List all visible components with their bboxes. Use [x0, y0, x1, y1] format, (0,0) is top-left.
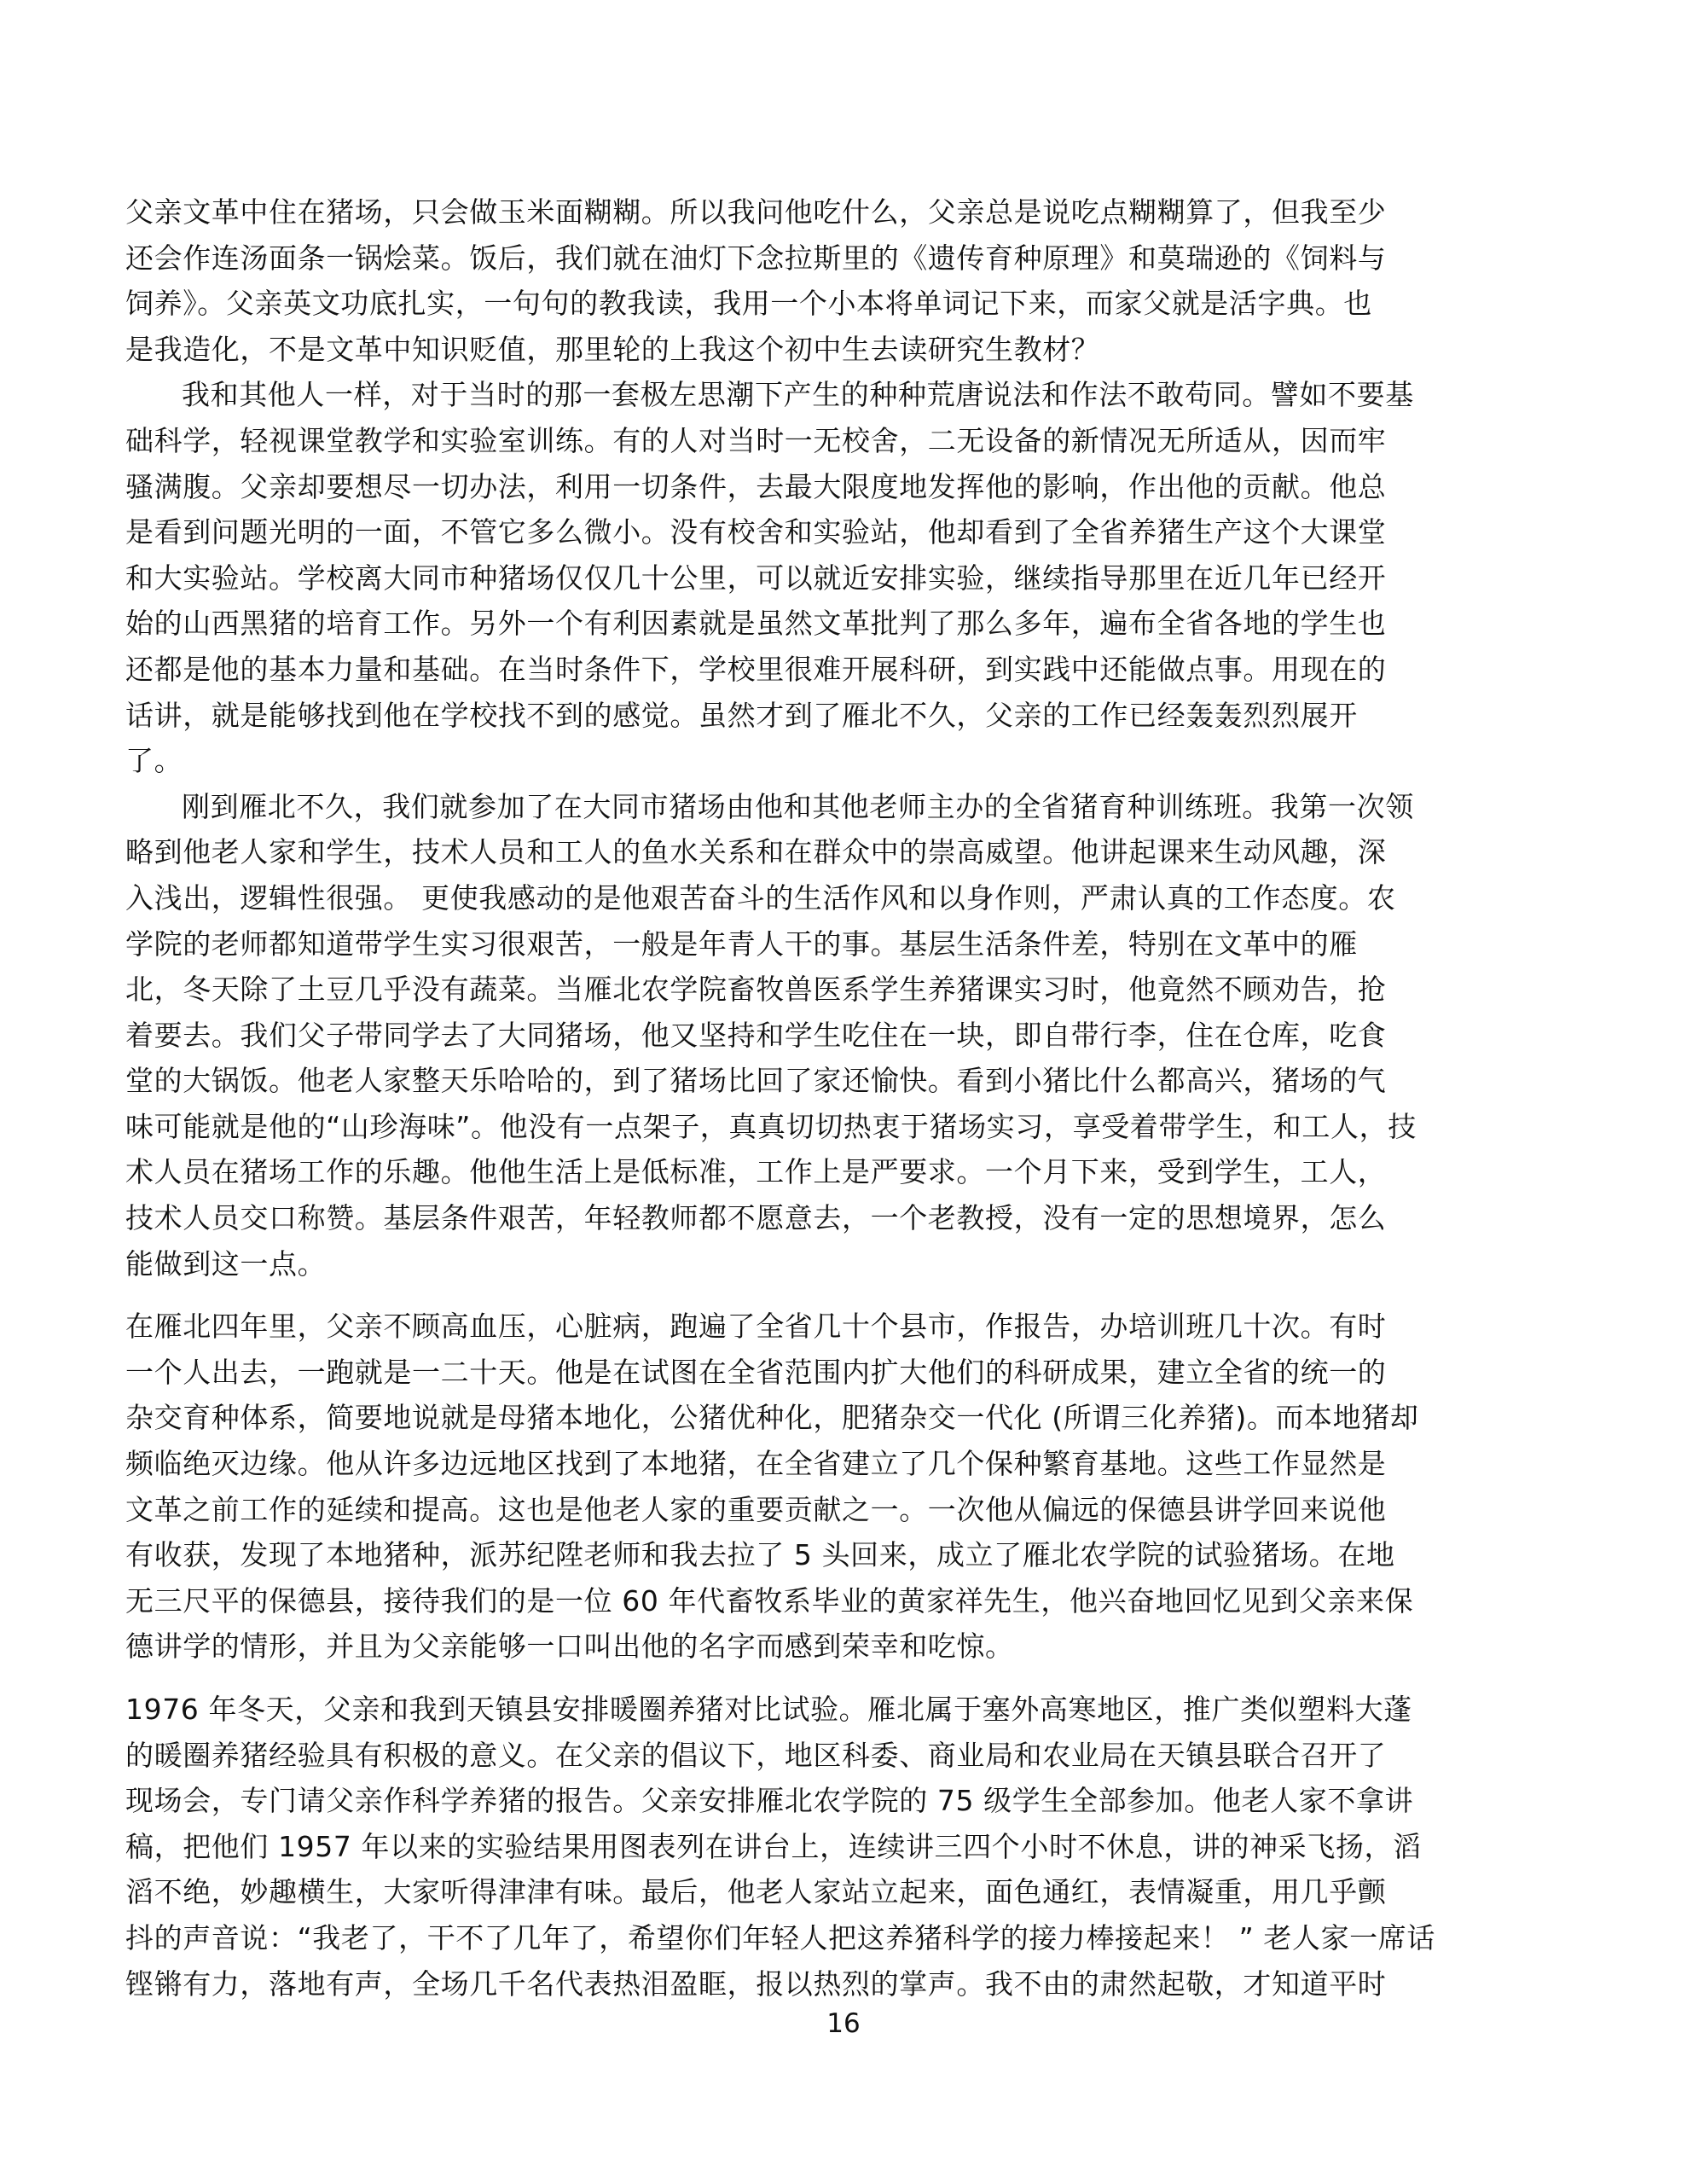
text-line: 频临绝灭边缘。他从许多边远地区找到了本地猪，在全省建立了几个保种繁育基地。这些工作显然是	[125, 1447, 1387, 1481]
document-body	[125, 189, 1490, 2007]
paragraph-gap	[125, 1670, 1490, 1687]
text-line: 还会作连汤面条一锅烩菜。饭后，我们就在油灯下念拉斯里的《遗传育种原理》和莫瑞逊的《饲料与	[125, 241, 1387, 275]
text-line: 北，冬天除了土豆几乎没有蔬菜。当雁北农学院畜牧兽医系学生养猪课实习时，他竟然不顾劝告，抢	[125, 973, 1387, 1007]
text-line: 是看到问题光明的一面，不管它多么微小。没有校舍和实验站，他却看到了全省养猪生产这个大课堂	[125, 515, 1387, 549]
text-line: 现场会，专门请父亲作科学养猪的报告。父亲安排雁北农学院的 75 级学生全部参加。他老人家不拿讲	[125, 1784, 1414, 1818]
text-line: 滔不绝，妙趣横生，大家听得津津有味。最后，他老人家站立起来，面色通红，表情凝重，用几乎颤	[125, 1875, 1387, 1909]
text-line: 着要去。我们父子带同学去了大同猪场，他又坚持和学生吃住在一块，即自带行李，住在仓库，吃食	[125, 1018, 1387, 1052]
text-line: 础科学，轻视课堂教学和实验室训练。有的人对当时一无校舍，二无设备的新情况无所适从，因而牢	[125, 423, 1387, 457]
text-line: 杂交育种体系，简要地说就是母猪本地化，公猪优种化，肥猪杂交一代化 (所谓三化养猪)。而本地猪却	[125, 1401, 1419, 1435]
text-line: 饲养》。父亲英文功底扎实，一句句的教我读，我用一个小本将单词记下来，而家父就是活字典。也	[125, 287, 1372, 321]
text-line: 骚满腹。父亲却要想尽一切办法，利用一切条件，去最大限度地发挥他的影响，作出他的贡献。他总	[125, 469, 1387, 503]
text-line: 技术人员交口称赞。基层条件艰苦，年轻教师都不愿意去，一个老教授，没有一定的思想境界，怎么	[125, 1201, 1387, 1235]
paragraph-4	[125, 1304, 1490, 1670]
text-line: 一个人出去，一跑就是一二十天。他是在试图在全省范围内扩大他们的科研成果，建立全省的统一的	[125, 1355, 1387, 1389]
text-line: 还都是他的基本力量和基础。在当时条件下，学校里很难开展科研，到实践中还能做点事。用现在的	[125, 652, 1387, 686]
text-line: 和大实验站。学校离大同市种猪场仅仅几十公里，可以就近安排实验，继续指导那里在近几年已经开	[125, 561, 1387, 595]
text-line: 1976 年冬天，父亲和我到天镇县安排暖圈养猪对比试验。雁北属于塞外高寒地区，推广类似塑料大蓬	[125, 1693, 1412, 1726]
text-line: 有收获，发现了本地猪种，派苏纪陞老师和我去拉了 5 头回来，成立了雁北农学院的试验猪场。在地	[125, 1538, 1395, 1572]
text-line: 无三尺平的保德县，接待我们的是一位 60 年代畜牧系毕业的黄家祥先生，他兴奋地回忆见到父亲来保	[125, 1583, 1414, 1618]
text-line: 了。	[125, 744, 183, 778]
text-line: 入浅出，逻辑性很强。 更使我感动的是他艰苦奋斗的生活作风和以身作则，严肃认真的工作态度。农	[125, 880, 1396, 915]
paragraph-1	[125, 189, 1490, 372]
text-line: 略到他老人家和学生，技术人员和工人的鱼水关系和在群众中的崇高威望。他讲起课来生动风趣，深	[125, 835, 1387, 869]
text-line: 味可能就是他的“山珍海味”。他没有一点架子，真真切切热衷于猪场实习，享受着带学生，和工人，技	[125, 1109, 1417, 1143]
text-line: 在雁北四年里，父亲不顾高血压，心脏病，跑遍了全省几十个县市，作报告，办培训班几十次。有时	[125, 1310, 1387, 1344]
text-line: 铿锵有力，落地有声，全场几千名代表热泪盈眶，报以热烈的掌声。我不由的肃然起敬，才知道平时	[125, 1966, 1387, 2001]
text-line: 话讲，就是能够找到他在学校找不到的感觉。虽然才到了雁北不久，父亲的工作已经轰轰烈烈展开	[125, 698, 1358, 732]
text-line: 始的山西黑猪的培育工作。另外一个有利因素就是虽然文革批判了那么多年，遍布全省各地的学生也	[125, 607, 1387, 641]
text-line: 文革之前工作的延续和提高。这也是他老人家的重要贡献之一。一次他从偏远的保德县讲学回来说他	[125, 1492, 1387, 1526]
text-line: 学院的老师都知道带学生实习很艰苦，一般是年青人干的事。基层生活条件差，特别在文革中的雁	[125, 926, 1358, 961]
paragraph-2	[125, 372, 1490, 783]
text-line: 的暖圈养猪经验具有积极的意义。在父亲的倡议下，地区科委、商业局和农业局在天镇县联合召开了	[125, 1738, 1387, 1772]
text-line: 抖的声音说：“我老了，干不了几年了，希望你们年轻人把这养猪科学的接力棒接起来！ ” 老人家一席话	[125, 1920, 1435, 1955]
text-line: 能做到这一点。	[125, 1246, 327, 1281]
text-line: 稿，把他们 1957 年以来的实验结果用图表列在讲台上，连续讲三四个小时不休息，讲的神采飞扬，滔	[125, 1829, 1422, 1863]
paragraph-5	[125, 1687, 1490, 2007]
text-line: 父亲文革中住在猪场，只会做玉米面糊糊。所以我问他吃什么，父亲总是说吃点糊糊算了，但我至少	[125, 195, 1387, 229]
text-line: 堂的大锅饭。他老人家整天乐哈哈的，到了猪场比回了家还愉快。看到小猪比什么都高兴，猪场的气	[125, 1064, 1387, 1098]
text-line: 刚到雁北不久，我们就参加了在大同市猪场由他和其他老师主办的全省猪育种训练班。我第一次领	[182, 789, 1414, 823]
text-line: 德讲学的情形，并且为父亲能够一口叫出他的名字而感到荣幸和吃惊。	[125, 1629, 1014, 1664]
paragraph-3	[125, 784, 1490, 1287]
text-line: 是我造化，不是文革中知识贬值，那里轮的上我这个初中生去读研究生教材？	[125, 332, 1100, 366]
paragraph-gap	[125, 1287, 1490, 1304]
page-number: 16	[826, 2008, 861, 2039]
text-line: 术人员在猪场工作的乐趣。他他生活上是低标准，工作上是严要求。一个月下来，受到学生，工人，	[125, 1155, 1387, 1189]
text-line: 我和其他人一样，对于当时的那一套极左思潮下产生的种种荒唐说法和作法不敢苟同。譬如不要基	[182, 378, 1414, 412]
